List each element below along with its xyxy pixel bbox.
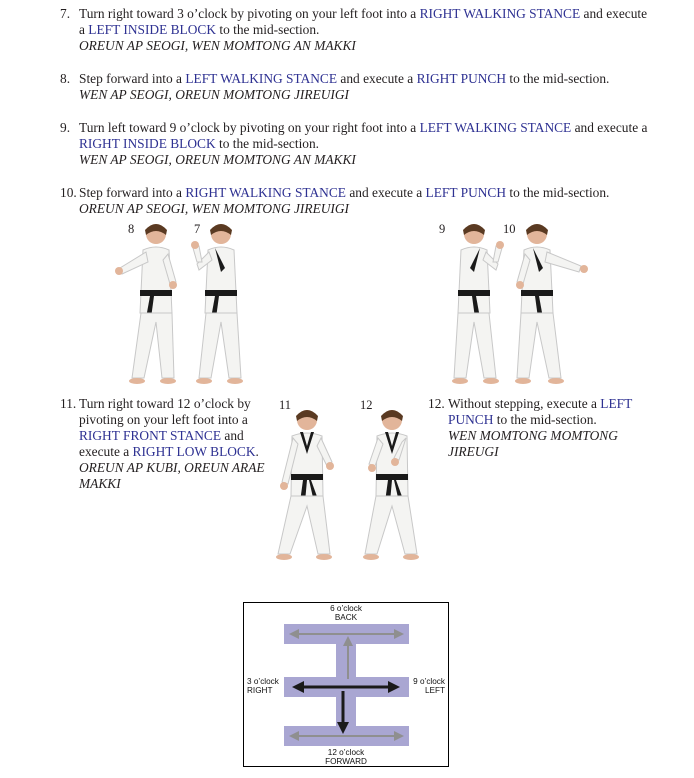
figure-step-12 (355, 404, 430, 564)
figure-step-7 (185, 218, 255, 388)
figure-illustration (191, 224, 243, 384)
step-text (79, 185, 654, 217)
technique-keyword: RIGHT PUNCH (416, 71, 507, 86)
korean-term: WEN MOMTONG MOMTONG JIREUGI (448, 428, 618, 459)
label-back (324, 605, 368, 622)
label-right-time: 3 o’clock (247, 677, 279, 686)
instruction-text: and execute a (79, 428, 244, 459)
figure-illustration (363, 410, 419, 560)
step-text (79, 6, 654, 54)
technique-keyword: RIGHT LOW BLOCK (132, 444, 256, 459)
label-left (413, 678, 445, 695)
instruction-text: Step forward into a (79, 71, 186, 86)
label-back-direction: BACK (334, 612, 358, 622)
instruction-text: Without stepping, execute a (448, 396, 601, 411)
instruction-text: . (255, 444, 259, 459)
korean-term: OREUN AP SEOGI, WEN MOMTONG AN MAKKI (79, 38, 356, 53)
korean-term: OREUN AP KUBI, OREUN ARAE MAKKI (79, 460, 265, 491)
figure-step-11 (270, 404, 345, 564)
instruction-text: and execute a (79, 6, 648, 37)
figure-step-10 (505, 218, 600, 388)
label-left-time: 9 o’clock (413, 677, 445, 686)
instruction-text: Step forward into a (79, 185, 186, 200)
technique-keyword: LEFT PUNCH (425, 185, 507, 200)
stance-keyword: LEFT WALKING STANCE (185, 71, 338, 86)
technique-keyword: LEFT PUNCH (448, 396, 633, 427)
figure-step-9 (440, 218, 510, 388)
step-text (79, 71, 654, 103)
photo-label-12: 12 (360, 398, 373, 412)
step-text (79, 396, 265, 492)
instruction-text: and execute a (337, 71, 417, 86)
stance-keyword: RIGHT FRONT STANCE (79, 428, 222, 443)
figure-illustration (515, 224, 588, 384)
stance-keyword: RIGHT WALKING STANCE (419, 6, 581, 21)
instruction-text: Turn left toward 9 o’clock by pivoting on your right foot into a (79, 120, 420, 135)
stance-keyword: RIGHT WALKING STANCE (185, 185, 346, 200)
instruction-text: and execute a (345, 185, 426, 200)
technique-keyword: RIGHT INSIDE BLOCK (79, 136, 216, 151)
photo-label-9: 9 (439, 222, 446, 236)
label-right-direction: RIGHT (247, 685, 273, 695)
instruction-text: to the mid-section. (506, 71, 610, 86)
instruction-text: Turn right toward 12 o’clock by pivoting on your left foot into a (79, 396, 251, 427)
figure-illustration (115, 224, 177, 384)
label-forward-direction: FORWARD (325, 756, 367, 766)
label-left-direction: LEFT (424, 685, 445, 695)
step-number: 12. (428, 396, 445, 411)
label-back-time: 6 o’clock (330, 604, 362, 613)
label-forward-time: 12 o’clock (327, 748, 365, 757)
step-text (79, 120, 654, 168)
stance-keyword: LEFT WALKING STANCE (419, 120, 572, 135)
floor-pattern-diagram (243, 602, 449, 767)
korean-term: WEN AP SEOGI, OREUN MOMTONG JIREUIGI (79, 87, 350, 102)
label-right (247, 678, 279, 695)
step-number: 11. (60, 396, 77, 411)
figure-step-8 (110, 218, 190, 388)
step-number: 8. (60, 71, 71, 86)
figure-illustration (276, 410, 334, 560)
instruction-text: Turn right toward 3 o’clock by pivoting on your left foot into a (79, 6, 420, 21)
instruction-text: to the mid-section. (216, 22, 320, 37)
photo-label-11: 11 (279, 398, 292, 412)
korean-term: OREUN AP SEOGI, WEN MOMTONG JIREUIGI (79, 201, 350, 216)
instruction-text: to the mid-section. (506, 185, 610, 200)
instruction-text: to the mid-section. (215, 136, 320, 151)
photo-label-8: 8 (128, 222, 135, 236)
instruction-text: and execute a (571, 120, 648, 135)
photo-label-10: 10 (503, 222, 516, 236)
step-text (448, 396, 633, 460)
photo-label-7: 7 (194, 222, 201, 236)
step-number: 7. (60, 6, 71, 21)
instruction-text: to the mid-section. (493, 412, 597, 427)
step-number: 10. (60, 185, 77, 200)
korean-term: WEN AP SEOGI, OREUN MOMTONG AN MAKKI (79, 152, 356, 167)
bar-vertical (336, 624, 356, 746)
technique-keyword: LEFT INSIDE BLOCK (88, 22, 217, 37)
step-number: 9. (60, 120, 71, 135)
label-forward (316, 749, 376, 766)
figure-illustration (452, 224, 504, 384)
